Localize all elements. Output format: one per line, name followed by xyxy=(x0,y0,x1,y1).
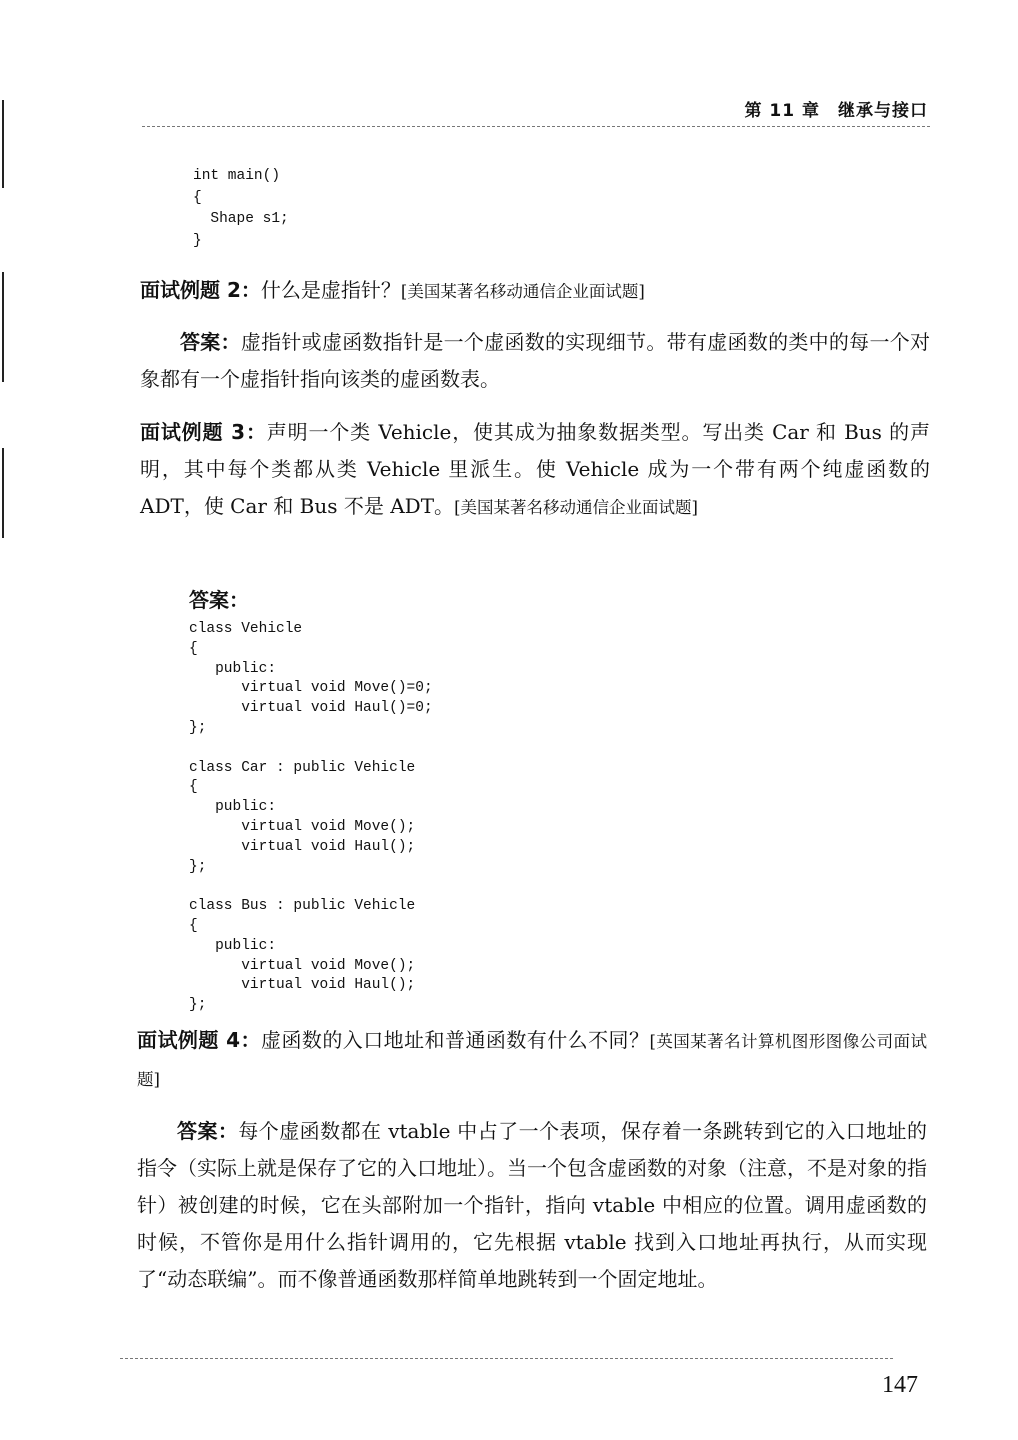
scan-margin-line xyxy=(2,100,4,188)
answer-2 xyxy=(140,324,930,398)
code-line: public: xyxy=(189,660,277,677)
code-line: virtual void Haul(); xyxy=(189,977,416,994)
code-line: public: xyxy=(189,799,277,816)
question-text: 虚函数的入口地址和普通函数有什么不同？ xyxy=(261,1028,650,1052)
question-2 xyxy=(140,272,930,310)
code-line: class Vehicle xyxy=(189,621,303,637)
scan-margin-line xyxy=(2,448,4,538)
code-line: public: xyxy=(189,937,277,954)
code-line: virtual void Haul(); xyxy=(189,838,416,855)
question-source: [英国某著名计算机图形图像公司面试题] xyxy=(137,1032,928,1089)
question-text: 什么是虚指针？ xyxy=(260,278,401,302)
code-line: }; xyxy=(189,719,207,736)
code-line: { xyxy=(189,917,198,934)
code-line xyxy=(189,877,433,897)
code-line xyxy=(189,739,433,759)
code-line: Shape s1; xyxy=(193,211,289,227)
code-line: class Car : public Vehicle xyxy=(189,759,416,776)
scan-margin-line xyxy=(2,272,4,382)
answer-4 xyxy=(137,1113,927,1298)
answer-3-label: 答案： xyxy=(189,588,249,612)
question-text: 声明一个类 Vehicle，使其成为抽象数据类型。写出类 Car 和 Bus 的声明，其中每个类都从类 Vehicle 里派生。使 Vehicle 成为一个带有两个纯虚函数的 ADT，使 Car 和 Bus 不是 ADT。 xyxy=(140,420,930,518)
page-number: 147 xyxy=(882,1372,918,1398)
answer-label: 答案： xyxy=(180,330,241,354)
answer-label: 答案： xyxy=(177,1119,239,1143)
code-line: { xyxy=(193,189,202,206)
question-4 xyxy=(137,1022,927,1098)
code-line: virtual void Move(); xyxy=(189,818,416,835)
code-line: }; xyxy=(189,858,207,875)
code-line: { xyxy=(189,640,198,657)
question-label: 面试例题 2： xyxy=(140,278,261,302)
question-3 xyxy=(140,414,930,526)
question-label: 面试例题 3： xyxy=(140,420,267,444)
code-block-vehicle xyxy=(189,620,433,1016)
answer-text: 每个虚函数都在 vtable 中占了一个表项，保存着一条跳转到它的入口地址的指令（实际上就是保存了它的入口地址）。当一个包含虚函数的对象（注意，不是对象的指针）被创建的时候，它在头部附加一个指针，指向 vtable 中相应的位置。调用虚函数的时候，不管你是用什么指针调用的，它先根据 vtable 找到入口地址再执行，从而实现了“动态联编”。而不像普通函数那样简单地跳转到一个固定地址。 xyxy=(137,1119,927,1291)
code-line: virtual void Move()=0; xyxy=(189,680,433,697)
code-line: virtual void Haul()=0; xyxy=(189,700,433,717)
code-line: virtual void Move(); xyxy=(189,957,416,974)
question-label: 面试例题 4： xyxy=(137,1028,261,1052)
footer-rule xyxy=(120,1358,893,1359)
code-line: }; xyxy=(189,997,207,1014)
code-block-shape xyxy=(193,166,289,252)
header-rule xyxy=(142,126,930,127)
code-line: int main() xyxy=(193,168,281,184)
question-source: [美国某著名移动通信企业面试题] xyxy=(400,282,645,301)
code-line: class Bus : public Vehicle xyxy=(189,898,416,915)
code-line: { xyxy=(189,779,198,796)
code-line: } xyxy=(193,232,202,249)
answer-text: 虚指针或虚函数指针是一个虚函数的实现细节。带有虚函数的类中的每一个对象都有一个虚指针指向该类的虚函数表。 xyxy=(140,330,931,391)
question-source: [美国某著名移动通信企业面试题] xyxy=(454,498,698,517)
running-header: 第 11 章 继承与接口 xyxy=(744,101,928,121)
